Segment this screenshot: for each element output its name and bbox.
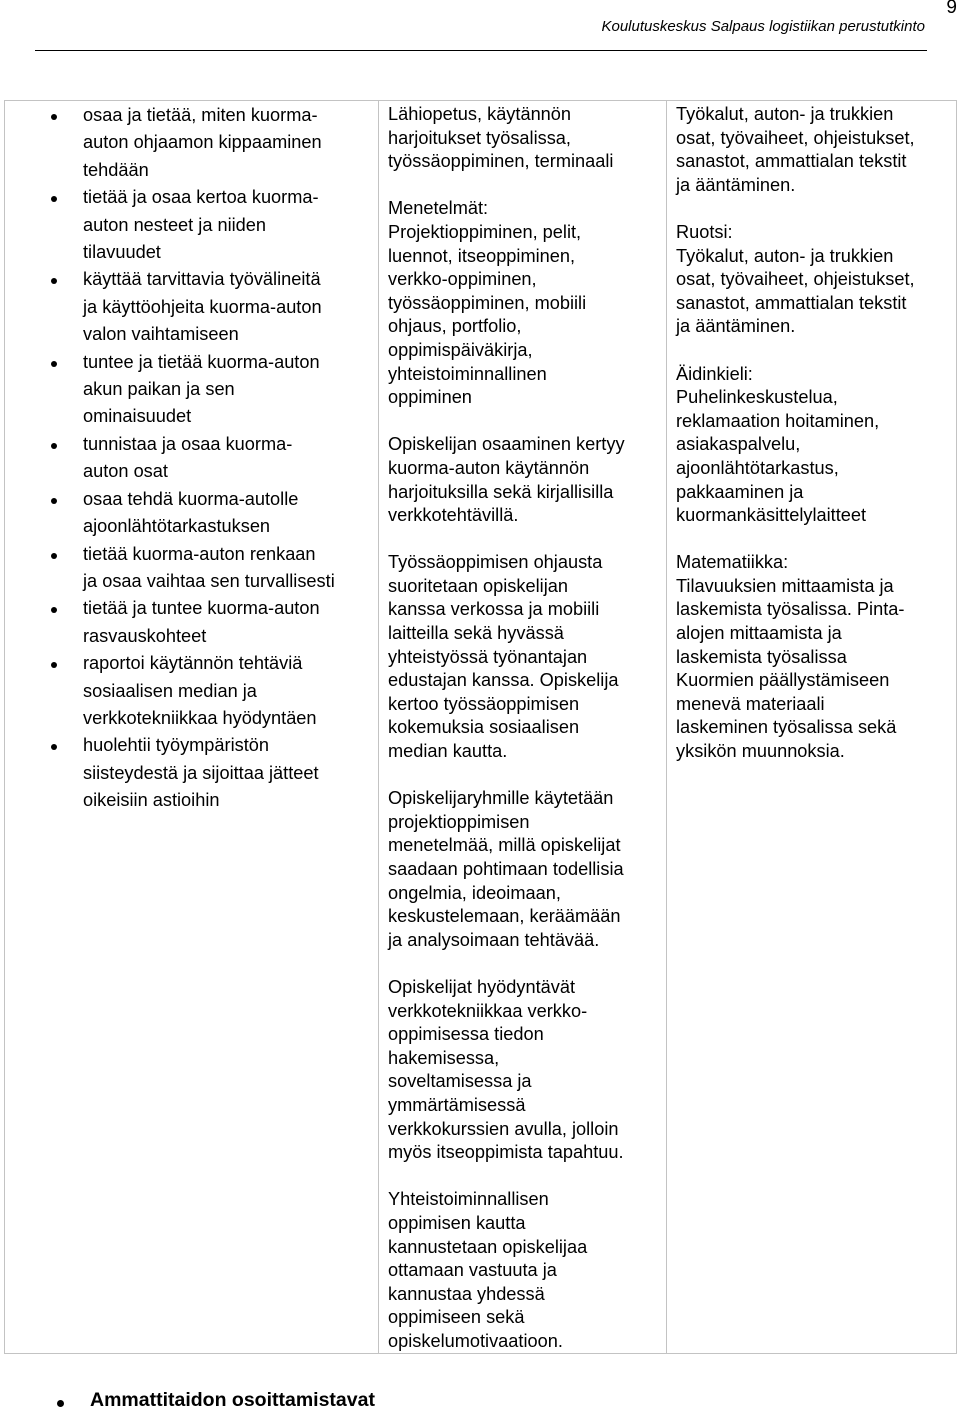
content-table bbox=[4, 100, 957, 1354]
methods-paragraph: Lähiopetus, käytännön harjoitukset työsalissa, työssäoppiminen, terminaali bbox=[388, 104, 614, 172]
skill-item-line: auton nesteet ja niiden bbox=[83, 214, 267, 235]
methods-paragraph: Menetelmät: Projektioppiminen, pelit, luennot, itseoppiminen, verkko-oppiminen, työssäoppiminen, mobiili ohjaus, portfolio, oppimispäiväkirja, yhteistoiminnallinen oppiminen bbox=[388, 198, 587, 408]
skill-item bbox=[5, 266, 378, 348]
skill-item-line: rasvauskohteet bbox=[83, 625, 207, 646]
core-subjects-paragraph: Ruotsi: Työkalut, auton- ja trukkien osat, työvaiheet, ohjeistukset, sanastot, ammattialan tekstit ja ääntäminen. bbox=[676, 221, 915, 337]
core-subjects-column bbox=[667, 101, 958, 1353]
bullet-icon bbox=[51, 361, 57, 367]
skill-item-line: raportoi käytännön tehtäviä bbox=[83, 653, 303, 674]
skill-item bbox=[5, 431, 378, 486]
skill-item bbox=[5, 349, 378, 431]
bullet-icon bbox=[51, 662, 57, 668]
methods-paragraph: Yhteistoiminnallisen oppimisen kautta kannustetaan opiskelijaa ottamaan vastuuta ja kannustaa yhdessä oppimiseen sekä opiskelumotivaatioon. bbox=[388, 1189, 588, 1351]
skill-item-line: tuntee ja tietää kuorma-auton bbox=[83, 351, 320, 372]
skill-item bbox=[5, 732, 378, 814]
bullet-icon bbox=[51, 744, 57, 750]
skill-item-line: tietää ja tuntee kuorma-auton bbox=[83, 598, 320, 619]
skill-item-line: ajoonlähtötarkastuksen bbox=[83, 516, 271, 537]
bullet-icon bbox=[51, 498, 57, 504]
skill-item bbox=[5, 102, 378, 184]
bullet-icon bbox=[51, 196, 57, 202]
skill-item bbox=[5, 486, 378, 541]
skill-item-line: ja käyttöohjeita kuorma-auton bbox=[83, 296, 322, 317]
core-subjects-text bbox=[676, 103, 954, 787]
bullet-icon bbox=[57, 1400, 64, 1407]
skills-list bbox=[5, 102, 378, 815]
skill-item-line: tilavuudet bbox=[83, 242, 161, 263]
skill-item-line: tietää ja osaa kertoa kuorma- bbox=[83, 187, 319, 208]
bullet-icon bbox=[51, 553, 57, 559]
skill-item bbox=[5, 184, 378, 266]
skill-item-line: tietää kuorma-auton renkaan bbox=[83, 543, 316, 564]
header-title: Koulutuskeskus Salpaus logistiikan perustutkinto bbox=[601, 18, 925, 35]
bullet-icon bbox=[51, 278, 57, 284]
core-subjects-paragraph: Äidinkieli: Puhelinkeskustelua, reklamaation hoitaminen, asiakaspalvelu, ajoonlähtötarkastus, pakkaaminen ja kuormankäsittelylaitteet bbox=[676, 363, 880, 526]
skill-item-line: siisteydestä ja sijoittaa jätteet bbox=[83, 762, 319, 783]
skill-item-line: tunnistaa ja osaa kuorma- bbox=[83, 433, 293, 454]
skill-item-line: osaa ja tietää, miten kuorma- bbox=[83, 105, 318, 125]
skill-item-line: auton ohjaamon kippaaminen bbox=[83, 132, 322, 153]
skill-item-line: ominaisuudet bbox=[83, 406, 192, 427]
bullet-icon bbox=[51, 443, 57, 449]
skill-item-line: oikeisiin astioihin bbox=[83, 790, 220, 811]
skill-item-line: ja osaa vaihtaa sen turvallisesti bbox=[83, 570, 335, 591]
skills-column bbox=[5, 101, 379, 1353]
skill-item-line: verkkotekniikkaa hyödyntäen bbox=[83, 707, 317, 728]
skill-item-line: tehdään bbox=[83, 159, 149, 180]
methods-paragraph: Opiskelijan osaaminen kertyy kuorma-auton käytännön harjoituksilla sekä kirjallisilla verkkotehtävillä. bbox=[388, 434, 625, 526]
methods-text bbox=[388, 103, 660, 1377]
skill-item-line: sosiaalisen median ja bbox=[83, 680, 257, 701]
skill-item bbox=[5, 650, 378, 732]
skill-item-line: auton osat bbox=[83, 461, 168, 482]
skill-item bbox=[5, 595, 378, 650]
skill-item-line: käyttää tarvittavia työvälineitä bbox=[83, 269, 321, 290]
core-subjects-paragraph: Matematiikka: Tilavuuksien mittaamista ja laskemista työsalissa. Pinta- alojen mittaamista ja laskemista työsalissa Kuormien päällystämiseen menevä materiaali laskeminen työsalissa sekä yksikön muunnoksia. bbox=[676, 552, 905, 762]
methods-paragraph: Opiskelijaryhmille käytetään projektioppimisen menetelmää, millä opiskelijat saadaan pohtimaan todellisia ongelmia, ideoimaan, keskustelemaan, keräämään ja analysoimaan tehtävää. bbox=[388, 788, 624, 950]
bullet-icon bbox=[51, 114, 57, 120]
skill-item-line: akun paikan ja sen bbox=[83, 379, 235, 400]
skill-item-line: huolehtii työympäristön bbox=[83, 735, 270, 756]
page-number: 9 bbox=[946, 0, 957, 18]
skill-item-line: osaa tehdä kuorma-autolle bbox=[83, 488, 299, 509]
core-subjects-paragraph: Työkalut, auton- ja trukkien osat, työvaiheet, ohjeistukset, sanastot, ammattialan tekstit ja ääntäminen. bbox=[676, 104, 915, 195]
skill-item bbox=[5, 541, 378, 596]
header-rule bbox=[35, 50, 927, 51]
methods-paragraph: Opiskelijat hyödyntävät verkkotekniikkaa verkko- oppimisessa tiedon hakemisessa, soveltamisessa ja ymmärtämisessä verkkokurssien avulla, jolloin myös itseoppimista tapahtuu. bbox=[388, 976, 624, 1163]
skill-item-line: valon vaihtamiseen bbox=[83, 324, 239, 345]
bullet-icon bbox=[51, 607, 57, 613]
methods-column bbox=[379, 101, 667, 1353]
footer-heading: Ammattitaidon osoittamistavat bbox=[90, 1389, 375, 1411]
methods-paragraph: Työssäoppimisen ohjausta suoritetaan opiskelijan kanssa verkossa ja mobiili laitteilla sekä hyvässä yhteistyössä työnantajan edustajan kanssa. Opiskelija kertoo työssäoppimisen kokemuksia sosiaalisen median kautta. bbox=[388, 552, 619, 762]
